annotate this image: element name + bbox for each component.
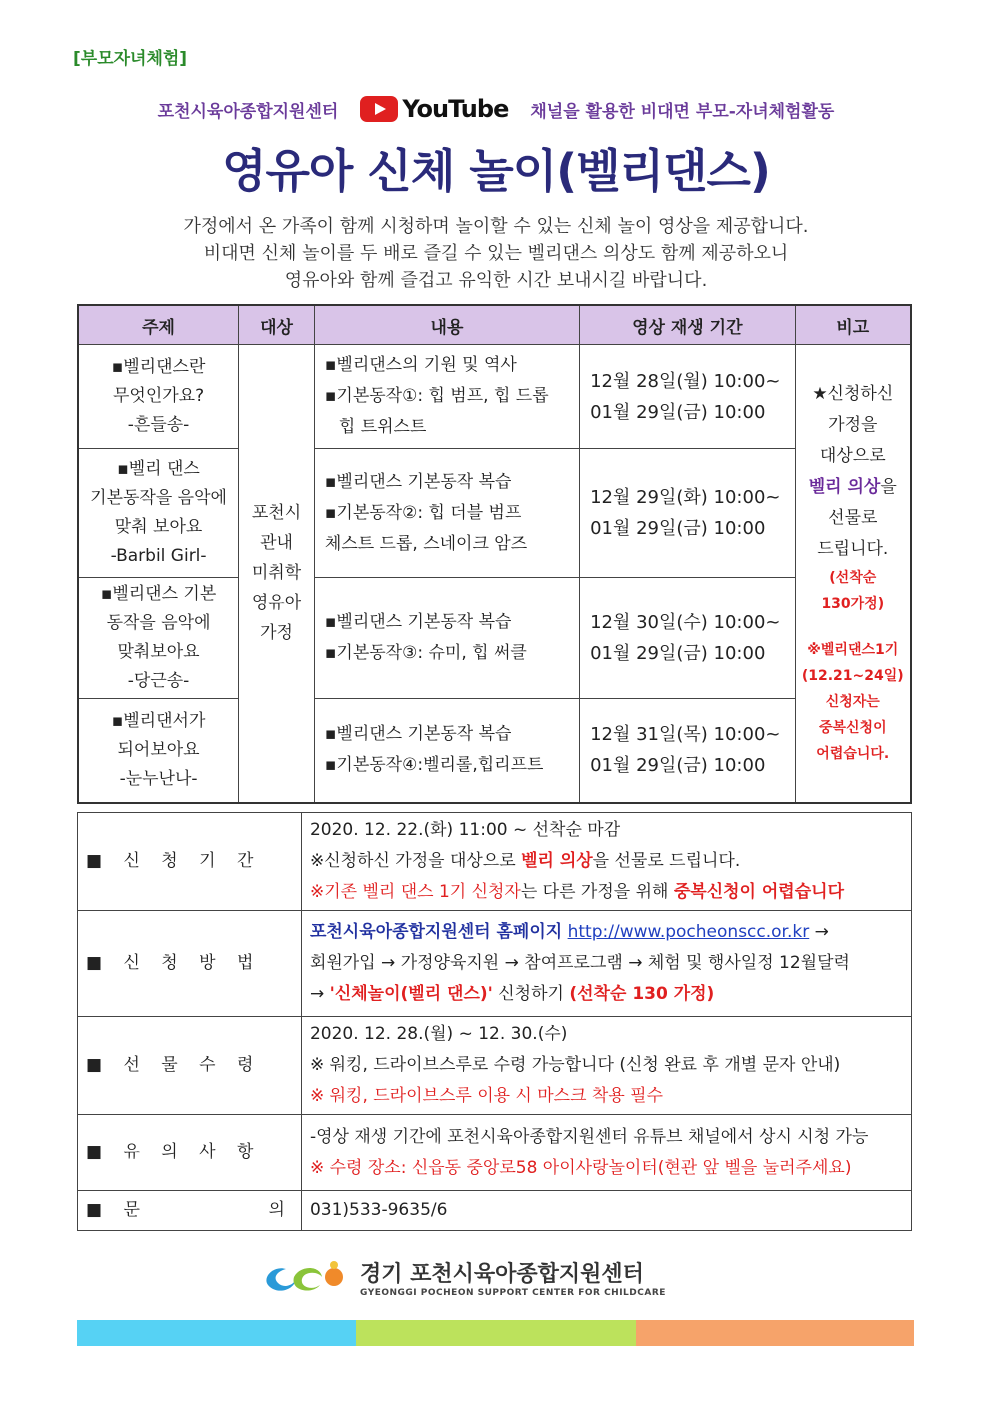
header-target: 대상 <box>239 305 315 345</box>
label-gift: ■ 선 물 수 령 <box>78 1017 302 1115</box>
period-cell: 12월 29일(화) 10:00~ 01월 29일(금) 10:00 <box>580 449 796 578</box>
header-note: 비고 <box>795 305 911 345</box>
value-period: 2020. 12. 22.(화) 11:00 ~ 선착순 마감 ※신청하신 가정을 대상으로 벨리 의상을 선물로 드립니다. ※기존 벨리 댄스 1기 신청자는 다른 가정을 위해 중복신청이 어렵습니다 <box>301 813 911 911</box>
header-topic: 주제 <box>78 305 239 345</box>
footer-bar-green <box>356 1320 636 1346</box>
org-name: 포천시육아종합지원센터 <box>157 101 339 122</box>
footer-bar-blue <box>77 1320 356 1346</box>
period-cell: 12월 28일(월) 10:00~ 01월 29일(금) 10:00 <box>580 345 796 449</box>
header-content: 내용 <box>314 305 579 345</box>
center-logo-icon <box>260 1255 350 1299</box>
value-contact: 031)533-9635/6 <box>301 1191 911 1231</box>
content-cell: ▪벨리댄스 기본동작 복습 ▪기본동작②: 힙 더블 범프 체스트 드롭, 스네이크 암즈 <box>314 449 579 578</box>
homepage-link[interactable]: http://www.pocheonscc.or.kr <box>567 922 810 942</box>
value-notice: -영상 재생 기간에 포천시육아종합지원센터 유튜브 채널에서 상시 시청 가능 ※ 수령 장소: 신읍동 중앙로58 아이사랑놀이터(현관 앞 벨을 눌러주세요) <box>301 1115 911 1191</box>
value-gift: 2020. 12. 28.(월) ~ 12. 30.(수) ※ 워킹, 드라이브스루로 수령 가능합니다 (신청 완료 후 개별 문자 안내) ※ 워킹, 드라이브스루 이용 시 마스크 착용 필수 <box>301 1017 911 1115</box>
table-header-row <box>78 305 911 345</box>
info-row-notice <box>78 1115 912 1191</box>
topic-cell: ▪벨리댄서가 되어보아요 -눈누난나- <box>78 699 239 803</box>
program-table <box>77 304 912 804</box>
target-cell: 포천시 관내 미취학 영유아 가정 <box>239 345 315 803</box>
header-period: 영상 재생 기간 <box>580 305 796 345</box>
period-cell: 12월 30일(수) 10:00~ 01월 29일(금) 10:00 <box>580 578 796 699</box>
info-row-method <box>78 911 912 1017</box>
footer-bar-orange <box>636 1320 914 1346</box>
content-cell: ▪벨리댄스 기본동작 복습 ▪기본동작③: 슈미, 힙 써클 <box>314 578 579 699</box>
page-title: 영유아 신체 놀이(벨리댄스) <box>222 144 770 198</box>
footer-logo <box>260 1255 666 1299</box>
footer-text <box>360 1257 666 1298</box>
label-contact: ■ 문 의 <box>78 1191 302 1231</box>
youtube-logo <box>360 95 508 123</box>
period-cell: 12월 31일(목) 10:00~ 01월 29일(금) 10:00 <box>580 699 796 803</box>
intro-line-3: 영유아와 함께 즐겁고 유익한 시간 보내시길 바랍니다. <box>284 270 708 291</box>
table-row <box>78 578 911 699</box>
table-row <box>78 345 911 449</box>
youtube-wordmark: YouTube <box>402 95 509 123</box>
subtitle-row <box>0 92 992 126</box>
info-row-period <box>78 813 912 911</box>
label-method: ■ 신 청 방 법 <box>78 911 302 1017</box>
label-notice: ■ 유 의 사 항 <box>78 1115 302 1191</box>
tagline: 채널을 활용한 비대면 부모-자녀체험활동 <box>530 101 835 122</box>
category-tag: [부모자녀체험] <box>73 49 188 69</box>
label-period: ■ 신 청 기 간 <box>78 813 302 911</box>
intro-line-1: 가정에서 온 가족이 함께 시청하며 놀이할 수 있는 신체 놀이 영상을 제공합니다. <box>183 216 809 237</box>
info-row-contact <box>78 1191 912 1231</box>
topic-cell: ▪벨리댄스란 무엇인가요? -흔들송- <box>78 345 239 449</box>
intro-line-2: 비대면 신체 놀이를 두 배로 즐길 수 있는 벨리댄스 의상도 함께 제공하오니 <box>203 243 789 264</box>
info-row-gift <box>78 1017 912 1115</box>
table-row <box>78 449 911 578</box>
topic-cell: ▪벨리 댄스 기본동작을 음악에 맞춰 보아요 -Barbil Girl- <box>78 449 239 578</box>
note-cell: ★신청하신 가정을 대상으로 벨리 의상을 선물로 드립니다. (선착순 130가정) ※벨리댄스1기 (12.21~24일) 신청자는 중복신청이 어렵습니다. <box>795 345 911 803</box>
value-method: 포천시육아종합지원센터 홈페이지 http://www.pocheonscc.or.kr → 회원가입 → 가정양육지원 → 참여프로그램 → 체험 및 행사일정 12월달력 → '신체놀이(벨리 댄스)' 신청하기 (선착순 130 가정) <box>301 911 911 1017</box>
footer-name-en: GYEONGGI POCHEON SUPPORT CENTER FOR CHILDCARE <box>360 1287 666 1298</box>
content-cell: ▪벨리댄스의 기원 및 역사 ▪기본동작①: 힙 범프, 힙 드롭 힙 트위스트 <box>314 345 579 449</box>
topic-cell: ▪벨리댄스 기본 동작을 음악에 맞춰보아요 -당근송- <box>78 578 239 699</box>
table-row <box>78 699 911 803</box>
content-cell: ▪벨리댄스 기본동작 복습 ▪기본동작④:벨리롤,힙리프트 <box>314 699 579 803</box>
footer-name: 경기 포천시육아종합지원센터 <box>360 1261 644 1287</box>
info-table <box>77 812 912 1231</box>
youtube-play-icon <box>360 96 398 122</box>
